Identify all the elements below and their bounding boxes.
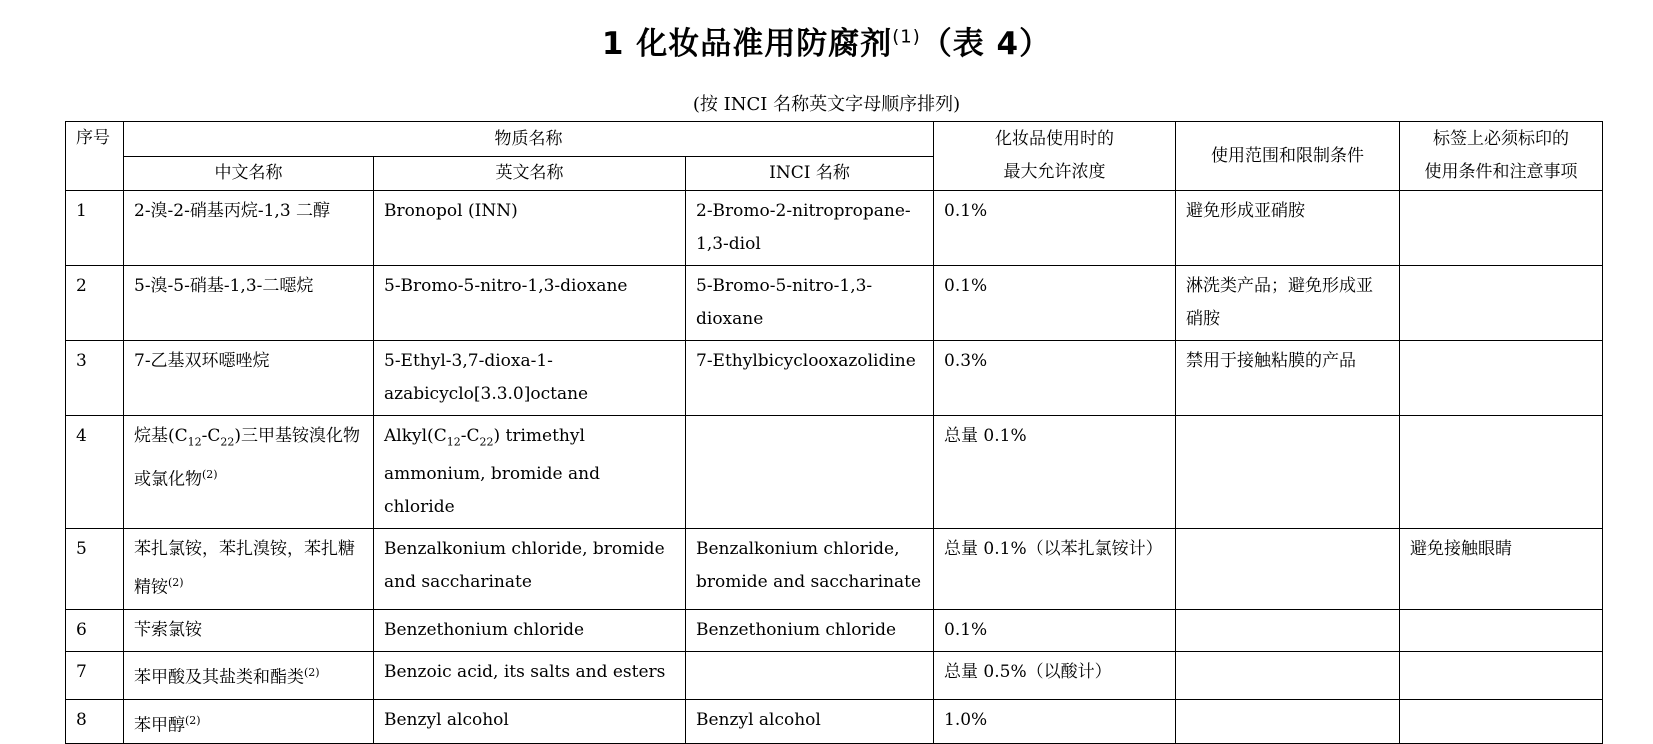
- cell-chinese-name: 烷基$(C_{12}-C_{22})$三甲基铵溴化物或氯化物$^{(2)}$: [124, 416, 374, 529]
- cell-label: [1400, 341, 1603, 416]
- page-title: [0, 18, 1653, 63]
- cell-chinese-name: 苯甲醇$^{(2)}$: [124, 699, 374, 743]
- header-max-conc-line1: 化妆品使用时的: [995, 129, 1114, 149]
- cell-english-name: Benzethonium chloride: [374, 610, 686, 652]
- cell-max-concentration: 总量 0.1%（以苯扎氯铵计）: [934, 529, 1176, 610]
- cell-chinese-name: 苯扎氯铵，苯扎溴铵，苯扎糖精铵$^{(2)}$: [124, 529, 374, 610]
- cell-scope: 淋洗类产品；避免形成亚硝胺: [1176, 266, 1400, 341]
- cell-inci-name: Benzethonium chloride: [686, 610, 934, 652]
- cell-scope: [1176, 529, 1400, 610]
- table-row: [66, 610, 1603, 652]
- cell-seq: 3: [66, 341, 124, 416]
- header-chinese-name: 中文名称: [124, 157, 374, 191]
- table-row: [66, 416, 1603, 529]
- cell-english-name: Benzoic acid, its salts and esters: [374, 652, 686, 700]
- header-inci-name: INCI 名称: [686, 157, 934, 191]
- cell-seq: 5: [66, 529, 124, 610]
- table-row: [66, 699, 1603, 743]
- cell-inci-name: 2-Bromo-2-nitropropane-1,3-diol: [686, 191, 934, 266]
- cell-inci-name: [686, 652, 934, 700]
- table-row: [66, 266, 1603, 341]
- header-label-line2: 使用条件和注意事项: [1424, 162, 1578, 182]
- cell-label: [1400, 416, 1603, 529]
- cell-label: [1400, 191, 1603, 266]
- cell-chinese-name: 5-溴-5-硝基-1,3-二噁烷: [124, 266, 374, 341]
- cell-label: [1400, 652, 1603, 700]
- cell-inci-name: [686, 416, 934, 529]
- cell-scope: [1176, 416, 1400, 529]
- cell-inci-name: 5-Bromo-5-nitro-1,3-dioxane: [686, 266, 934, 341]
- header-substance-name: 物质名称: [124, 122, 934, 157]
- cell-english-name: 5-Bromo-5-nitro-1,3-dioxane: [374, 266, 686, 341]
- cell-max-concentration: 总量 0.1%: [934, 416, 1176, 529]
- header-seq: 序号: [66, 122, 124, 191]
- title-number: 1: [601, 26, 625, 62]
- cell-max-concentration: 1.0%: [934, 699, 1176, 743]
- cell-max-concentration: 0.1%: [934, 610, 1176, 652]
- title-text: 化妆品准用防腐剂: [636, 26, 893, 62]
- table-row: [66, 341, 1603, 416]
- cell-chinese-name: 2-溴-2-硝基丙烷-1,3 二醇: [124, 191, 374, 266]
- cell-english-name: 5-Ethyl-3,7-dioxa-1-azabicyclo[3.3.0]octane: [374, 341, 686, 416]
- header-max-concentration: [934, 122, 1176, 191]
- cell-seq: 2: [66, 266, 124, 341]
- cell-seq: 8: [66, 699, 124, 743]
- cell-seq: 7: [66, 652, 124, 700]
- cell-inci-name: Benzyl alcohol: [686, 699, 934, 743]
- table-row: [66, 652, 1603, 700]
- cell-english-name: Benzalkonium chloride, bromide and saccharinate: [374, 529, 686, 610]
- cell-scope: 避免形成亚硝胺: [1176, 191, 1400, 266]
- cell-chinese-name: 7-乙基双环噁唑烷: [124, 341, 374, 416]
- cell-chinese-name: 苄索氯铵: [124, 610, 374, 652]
- title-note-ref: (1): [892, 26, 921, 48]
- cell-label: [1400, 610, 1603, 652]
- cell-english-name: Bronopol (INN): [374, 191, 686, 266]
- header-row-1: [66, 122, 1603, 157]
- cell-scope: [1176, 699, 1400, 743]
- cell-scope: [1176, 652, 1400, 700]
- table-row: [66, 191, 1603, 266]
- header-label: [1400, 122, 1603, 191]
- title-table-ref: （表 4）: [920, 26, 1052, 62]
- cell-label: 避免接触眼睛: [1400, 529, 1603, 610]
- header-max-conc-line2: 最大允许浓度: [1003, 162, 1106, 182]
- header-label-line1: 标签上必须标印的: [1433, 129, 1569, 149]
- cell-seq: 6: [66, 610, 124, 652]
- cell-label: [1400, 266, 1603, 341]
- cell-scope: 禁用于接触粘膜的产品: [1176, 341, 1400, 416]
- cell-chinese-name: 苯甲酸及其盐类和酯类$^{(2)}$: [124, 652, 374, 700]
- cell-english-name: $Alkyl(C_{12}-C_{22})$ trimethyl ammonium, bromide and chloride: [374, 416, 686, 529]
- cell-seq: 4: [66, 416, 124, 529]
- preservatives-table: [65, 121, 1603, 744]
- cell-english-name: Benzyl alcohol: [374, 699, 686, 743]
- header-scope: 使用范围和限制条件: [1176, 122, 1400, 191]
- cell-label: [1400, 699, 1603, 743]
- cell-seq: 1: [66, 191, 124, 266]
- cell-max-concentration: 0.1%: [934, 266, 1176, 341]
- cell-scope: [1176, 610, 1400, 652]
- cell-max-concentration: 总量 0.5%（以酸计）: [934, 652, 1176, 700]
- table-row: [66, 529, 1603, 610]
- header-english-name: 英文名称: [374, 157, 686, 191]
- cell-max-concentration: 0.1%: [934, 191, 1176, 266]
- cell-inci-name: 7-Ethylbicyclooxazolidine: [686, 341, 934, 416]
- cell-max-concentration: 0.3%: [934, 341, 1176, 416]
- cell-inci-name: Benzalkonium chloride, bromide and saccharinate: [686, 529, 934, 610]
- page-subtitle: (按 INCI 名称英文字母顺序排列): [692, 94, 961, 115]
